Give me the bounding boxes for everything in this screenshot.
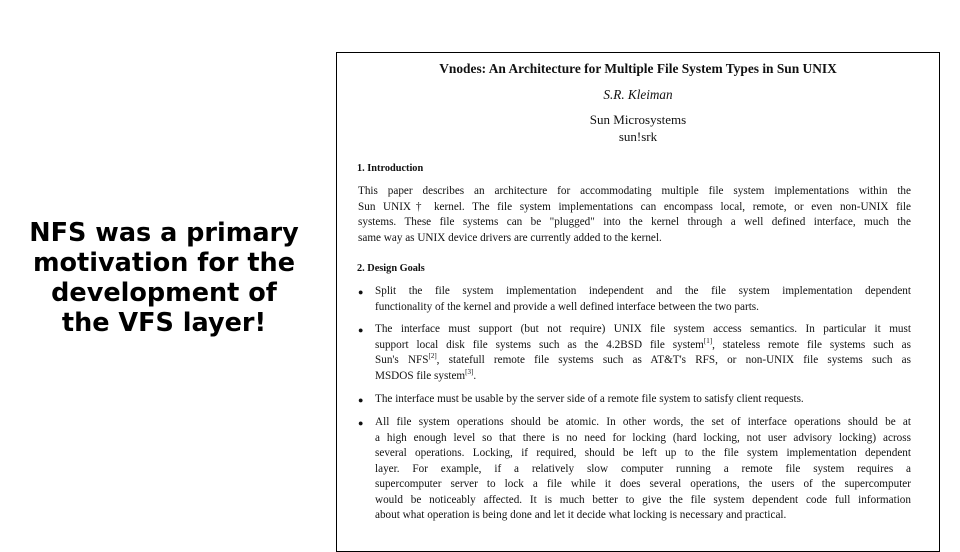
text-line: This paper describes an architecture for accommodating multiple file system implementations within the bbox=[358, 185, 911, 197]
text-line: same way as UNIX device drivers are currently added to the kernel. bbox=[358, 231, 662, 244]
paper-title: Vnodes: An Architecture for Multiple File System Types in Sun UNIX bbox=[439, 61, 837, 76]
citation: [1] bbox=[703, 336, 713, 345]
text-line: about what operation is being done and let it decide what locking is necessary and practical. bbox=[375, 509, 787, 521]
bullet-icon: ● bbox=[358, 325, 364, 335]
text-fragment: MSDOS file system bbox=[375, 369, 466, 382]
citation: [3] bbox=[465, 367, 474, 376]
text-line bbox=[375, 338, 911, 354]
author-email: sun!srk bbox=[618, 129, 658, 144]
text-line: The interface must support (but not require) UNIX file system access semantics. In particular it must bbox=[375, 323, 911, 335]
text-line bbox=[375, 369, 911, 385]
paper-excerpt bbox=[336, 52, 940, 552]
bullet-icon: ● bbox=[358, 418, 364, 428]
paper-author: S.R. Kleiman bbox=[603, 87, 673, 102]
paper-affiliation bbox=[337, 111, 939, 145]
caption-line: NFS was a primary bbox=[29, 218, 299, 248]
text-fragment: support local disk file systems such as the 4.2BSD file system bbox=[375, 338, 704, 351]
goal-item bbox=[358, 392, 911, 408]
caption-line: development of bbox=[51, 278, 277, 308]
text-line: The interface must be usable by the server side of a remote file system to satisfy client requests. bbox=[375, 393, 804, 405]
affiliation-name: Sun Microsystems bbox=[589, 112, 687, 127]
text-line: would be noticeably affected. It is much better to give the file system dependent code full information bbox=[375, 493, 911, 506]
goal-item bbox=[358, 322, 911, 384]
caption-line: motivation for the bbox=[32, 248, 296, 278]
text-fragment: , stateless remote file systems such as bbox=[712, 338, 911, 351]
text-line: layer. For example, if a relatively slow computer running a remote file system requires a bbox=[375, 462, 911, 475]
slide-caption bbox=[18, 218, 310, 338]
text-line: supercomputer server to lock a file while it does several operations, the users of the supercomputer bbox=[375, 478, 911, 490]
intro-paragraph bbox=[358, 184, 911, 246]
text-line: a high enough level so that there is no need for locking (hard locking, not user advisory locking) across bbox=[375, 431, 911, 444]
text-line: Sun UNIX† kernel. The file system implementations can encompass local, remote, or even non-UNIX file bbox=[358, 200, 911, 213]
text-fragment: . bbox=[473, 369, 477, 382]
text-line: systems. These file systems can be "plugged" into the kernel through a well defined interface, much the bbox=[358, 216, 911, 228]
text-line: several operations. Locking, if required, should be left up to the file system implementation dependent bbox=[375, 447, 911, 459]
text-line: Split the file system implementation independent and the file system implementation dependent bbox=[375, 285, 911, 297]
bullet-icon: ● bbox=[358, 395, 364, 405]
text-line bbox=[375, 353, 911, 369]
citation: [2] bbox=[428, 352, 437, 360]
text-fragment: , statefull remote file systems such as AT&T's RFS, or non-UNIX file systems such as bbox=[436, 354, 911, 366]
section-heading-introduction: 1. Introduction bbox=[357, 163, 424, 174]
goal-item bbox=[358, 415, 911, 524]
text-line: functionality of the kernel and provide a well defined interface between the two parts. bbox=[375, 300, 759, 313]
section-heading-design-goals: 2. Design Goals bbox=[357, 263, 425, 274]
text-line: All file system operations should be atomic. In other words, the set of interface operations should be at bbox=[375, 416, 911, 428]
text-fragment: Sun's NFS bbox=[375, 354, 429, 366]
goal-item bbox=[358, 284, 911, 315]
bullet-icon: ● bbox=[358, 287, 364, 297]
caption-line: the VFS layer! bbox=[61, 308, 267, 338]
